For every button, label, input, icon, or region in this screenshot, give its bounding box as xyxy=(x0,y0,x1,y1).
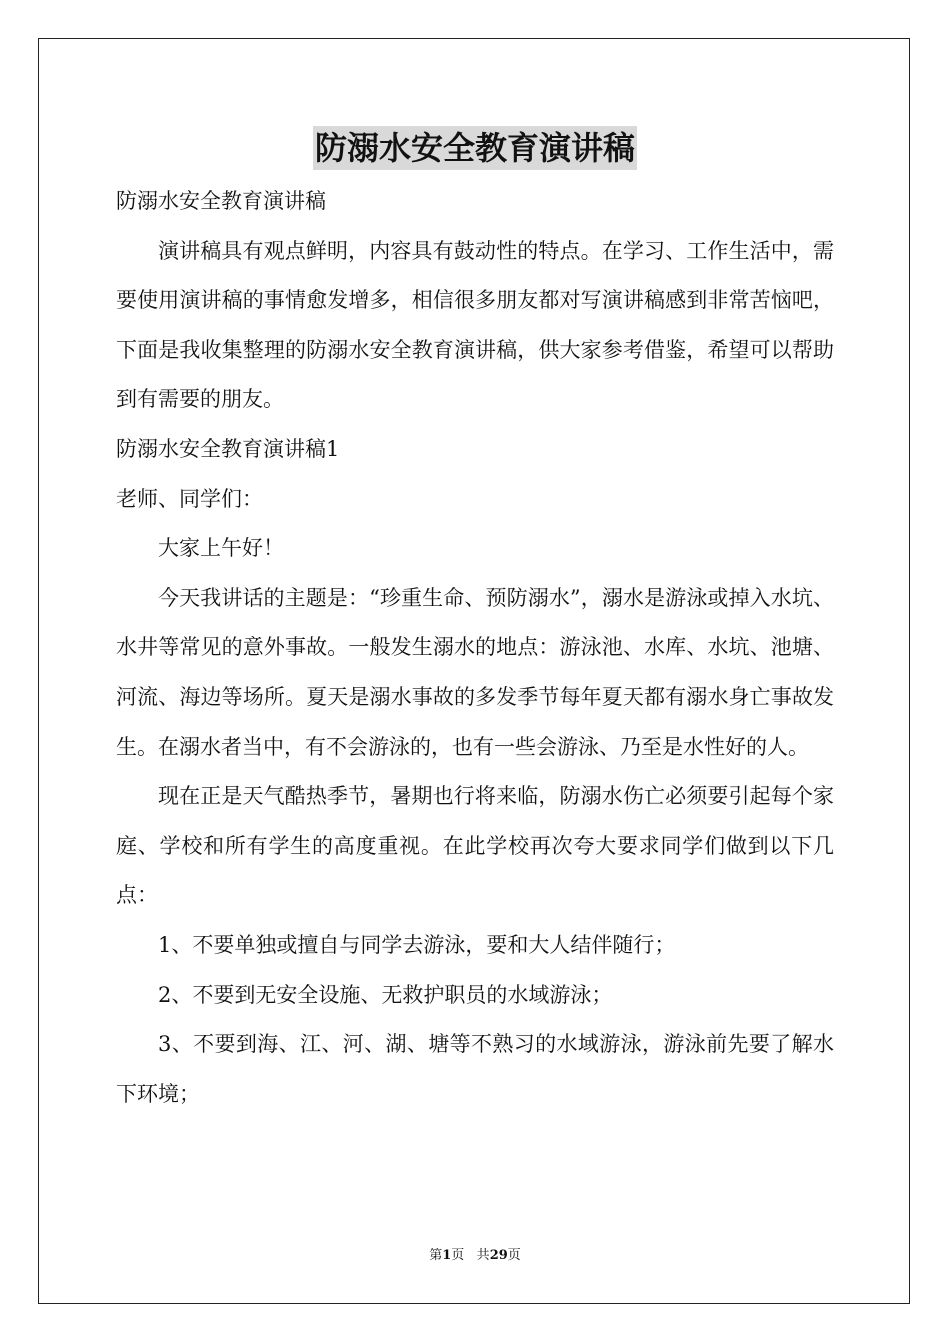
footer-page-number: 1 xyxy=(442,1248,452,1263)
paragraph: 1、不要单独或擅自与同学去游泳，要和大人结伴随行； xyxy=(158,932,676,957)
document-body xyxy=(116,177,834,1119)
paragraph: 3、不要到海、江、河、湖、塘等不熟习的水域游泳，游泳前先要了解水下环境； xyxy=(116,1032,834,1106)
paragraph: 今天我讲话的主题是：“珍重生命、预防溺水”，溺水是游泳或掉入水坑、水井等常见的意外事故。一般发生溺水的地点：游泳池、水库、水坑、池塘、河流、海边等场所。夏天是溺水事故的多发季节每年夏天都有溺水身亡事故发生。在溺水者当中，有不会游泳的，也有一些会游泳、乃至是水性好的人。 xyxy=(116,585,834,759)
page-footer xyxy=(0,1246,950,1266)
document-title: 防溺水安全教育演讲稿 xyxy=(313,126,637,170)
title-container xyxy=(0,126,950,170)
footer-total-pages: 29 xyxy=(489,1248,508,1263)
footer-total-prefix: 共 xyxy=(476,1248,490,1263)
paragraph: 大家上午好！ xyxy=(158,536,284,561)
paragraph: 防溺水安全教育演讲稿1 xyxy=(116,436,340,461)
footer-page-suffix: 页 xyxy=(451,1248,465,1263)
footer-prefix: 第 xyxy=(429,1248,443,1263)
paragraph: 防溺水安全教育演讲稿 xyxy=(116,189,326,213)
paragraph: 演讲稿具有观点鲜明，内容具有鼓动性的特点。在学习、工作生活中，需要使用演讲稿的事情愈发增多，相信很多朋友都对写演讲稿感到非常苦恼吧，下面是我收集整理的防溺水安全教育演讲稿，供大家参考借鉴，希望可以帮助到有需要的朋友。 xyxy=(116,238,834,412)
paragraph: 老师、同学们： xyxy=(116,486,263,511)
paragraph: 现在正是天气酷热季节，暑期也行将来临，防溺水伤亡必须要引起每个家庭、学校和所有学生的高度重视。在此学校再次夸大要求同学们做到以下几点： xyxy=(116,784,834,908)
paragraph: 2、不要到无安全设施、无救护职员的水域游泳； xyxy=(158,982,613,1007)
footer-total-suffix: 页 xyxy=(507,1248,521,1263)
